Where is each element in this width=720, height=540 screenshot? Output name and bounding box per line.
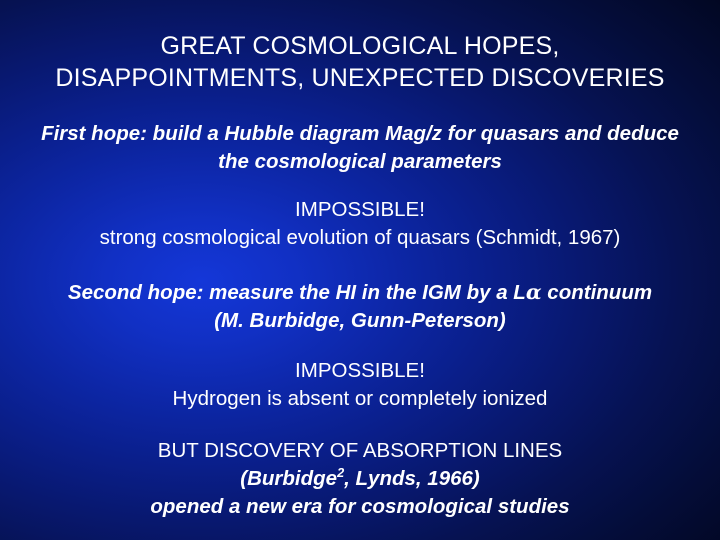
second-hope-line-1	[6, 278, 714, 307]
discovery-line-2	[6, 465, 714, 493]
impossible-block-1	[6, 196, 714, 252]
second-hope-block	[6, 278, 714, 335]
impossible-2-headline: IMPOSSIBLE!	[295, 359, 425, 382]
second-hope-line-2: (M. Burbidge, Gunn-Peterson)	[214, 309, 506, 332]
impossible-1-reason: strong cosmological evolution of quasars (Schmidt, 1967)	[99, 226, 621, 249]
second-hope-text-pre: Second hope: measure the HI in the IGM by a L	[67, 281, 526, 304]
discovery-line-3: opened a new era for cosmological studies	[150, 495, 570, 518]
greek-alpha-symbol: α	[525, 280, 542, 304]
first-hope-block	[6, 120, 714, 176]
discovery-citation-pre: (Burbidge	[240, 467, 338, 490]
first-hope-line-1: First hope: build a Hubble diagram Mag/z for quasars and deduce	[41, 122, 679, 145]
discovery-line-1: BUT DISCOVERY OF ABSORPTION LINES	[157, 439, 563, 462]
discovery-block	[6, 437, 714, 521]
title-line-2: DISAPPOINTMENTS, UNEXPECTED DISCOVERIES	[55, 64, 665, 92]
impossible-2-reason: Hydrogen is absent or completely ionized	[172, 387, 548, 410]
title-line-1: GREAT COSMOLOGICAL HOPES,	[160, 32, 560, 60]
impossible-1-headline: IMPOSSIBLE!	[295, 198, 425, 221]
discovery-citation-post: , Lynds, 1966)	[344, 467, 480, 490]
second-hope-text-post: continuum	[541, 281, 653, 304]
slide-title	[6, 0, 714, 94]
discovery-citation-superscript: 2	[337, 465, 345, 481]
impossible-block-2	[6, 357, 714, 413]
first-hope-line-2: the cosmological parameters	[218, 150, 502, 173]
